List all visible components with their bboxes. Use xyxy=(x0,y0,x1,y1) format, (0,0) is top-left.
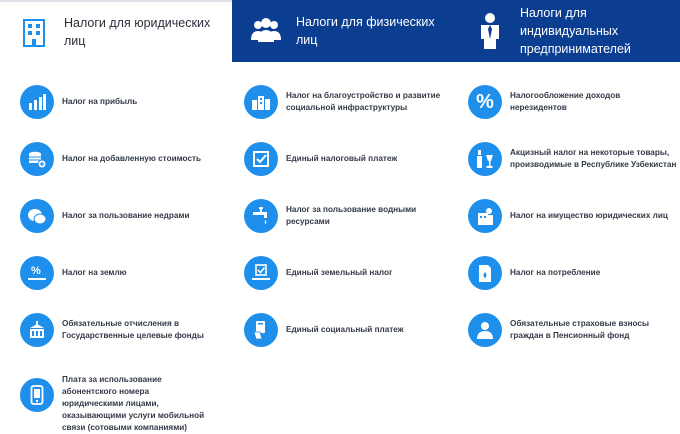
tax-item-property[interactable] xyxy=(468,199,678,233)
tax-item-excise[interactable] xyxy=(468,142,678,176)
tax-item-profit[interactable] xyxy=(20,85,230,119)
tab-entrepreneurs[interactable] xyxy=(456,0,680,62)
tax-item-label: Налог на потребление xyxy=(510,268,601,277)
fuel-icon xyxy=(476,263,494,283)
hand-card-icon xyxy=(252,320,270,340)
tax-item-label: Налог на прибыль xyxy=(62,97,138,106)
tax-item-subsoil[interactable] xyxy=(20,199,230,233)
tax-item-label: Обязательные отчисления в Государственные целевые фонды xyxy=(62,319,204,340)
faucet-icon xyxy=(251,206,271,226)
tax-item-state-funds[interactable] xyxy=(20,313,230,347)
tax-item-infrastructure[interactable] xyxy=(244,85,454,119)
tax-item-label: Единый социальный платеж xyxy=(286,325,404,334)
land-check-icon xyxy=(251,264,271,282)
tax-item-label: Налог на благоустройство и развитие социальной инфраструктуры xyxy=(286,91,441,112)
bottle-glass-icon xyxy=(475,149,495,169)
tax-item-label: Налог на имущество юридических лиц xyxy=(510,211,668,220)
tax-category-tabs xyxy=(0,0,680,62)
tax-item-label: Налог на землю xyxy=(62,268,127,277)
tax-item-label: Акцизный налог на некоторые товары, производимые в Республике Узбекистан xyxy=(510,148,677,169)
tax-item-vat[interactable] xyxy=(20,142,230,176)
tax-item-label: Плата за использование абонентского номера юридическими лицами, оказывающими услуги мобильной связи (сотовыми компаниями) xyxy=(62,375,205,432)
percent-icon: % xyxy=(476,91,494,113)
tax-item-single-payment[interactable] xyxy=(244,142,454,176)
person-icon xyxy=(476,320,494,340)
tax-item-consumption[interactable] xyxy=(468,256,678,290)
building-icon xyxy=(14,12,54,52)
tax-item-label: Единый земельный налог xyxy=(286,268,393,277)
tax-item-pension[interactable] xyxy=(468,313,678,347)
tax-item-water[interactable] xyxy=(244,199,454,233)
tax-item-mobile-numbers[interactable] xyxy=(20,374,212,434)
svg-text:%: % xyxy=(31,265,41,277)
mobile-phone-icon xyxy=(30,385,44,405)
tax-item-label: Налогообложение доходов нерезидентов xyxy=(510,91,621,112)
tab-label: Налоги для индивидуальных предпринимателей xyxy=(520,6,631,56)
minerals-icon xyxy=(27,207,47,225)
businessman-icon xyxy=(470,11,510,51)
tax-item-label: Обязательные страховые взносы граждан в Пенсионный фонд xyxy=(510,319,649,340)
city-icon xyxy=(251,94,271,110)
tab-individuals[interactable] xyxy=(232,0,456,62)
tax-item-nonresidents[interactable] xyxy=(468,85,678,119)
land-percent-icon xyxy=(27,264,47,282)
tax-item-social-payment[interactable] xyxy=(244,313,454,347)
tab-label: Налоги для юридических лиц xyxy=(64,16,211,48)
tax-item-label: Налог на добавленную стоимость xyxy=(62,154,202,163)
government-building-icon xyxy=(27,320,47,340)
bar-chart-icon xyxy=(28,94,46,110)
tab-legal-entities[interactable] xyxy=(0,0,232,62)
tax-item-label: Единый налоговый платеж xyxy=(286,154,398,163)
tax-item-label: Налог за пользование недрами xyxy=(62,211,190,220)
coins-plus-icon xyxy=(28,150,46,168)
checkbox-icon xyxy=(252,150,270,168)
property-icon xyxy=(475,206,495,226)
tax-item-single-land[interactable] xyxy=(244,256,454,290)
tax-item-land[interactable] xyxy=(20,256,230,290)
tax-item-label: Налог за пользование водными ресурсами xyxy=(286,205,417,226)
people-icon xyxy=(246,11,286,51)
tab-label: Налоги для физических лиц xyxy=(296,15,435,47)
